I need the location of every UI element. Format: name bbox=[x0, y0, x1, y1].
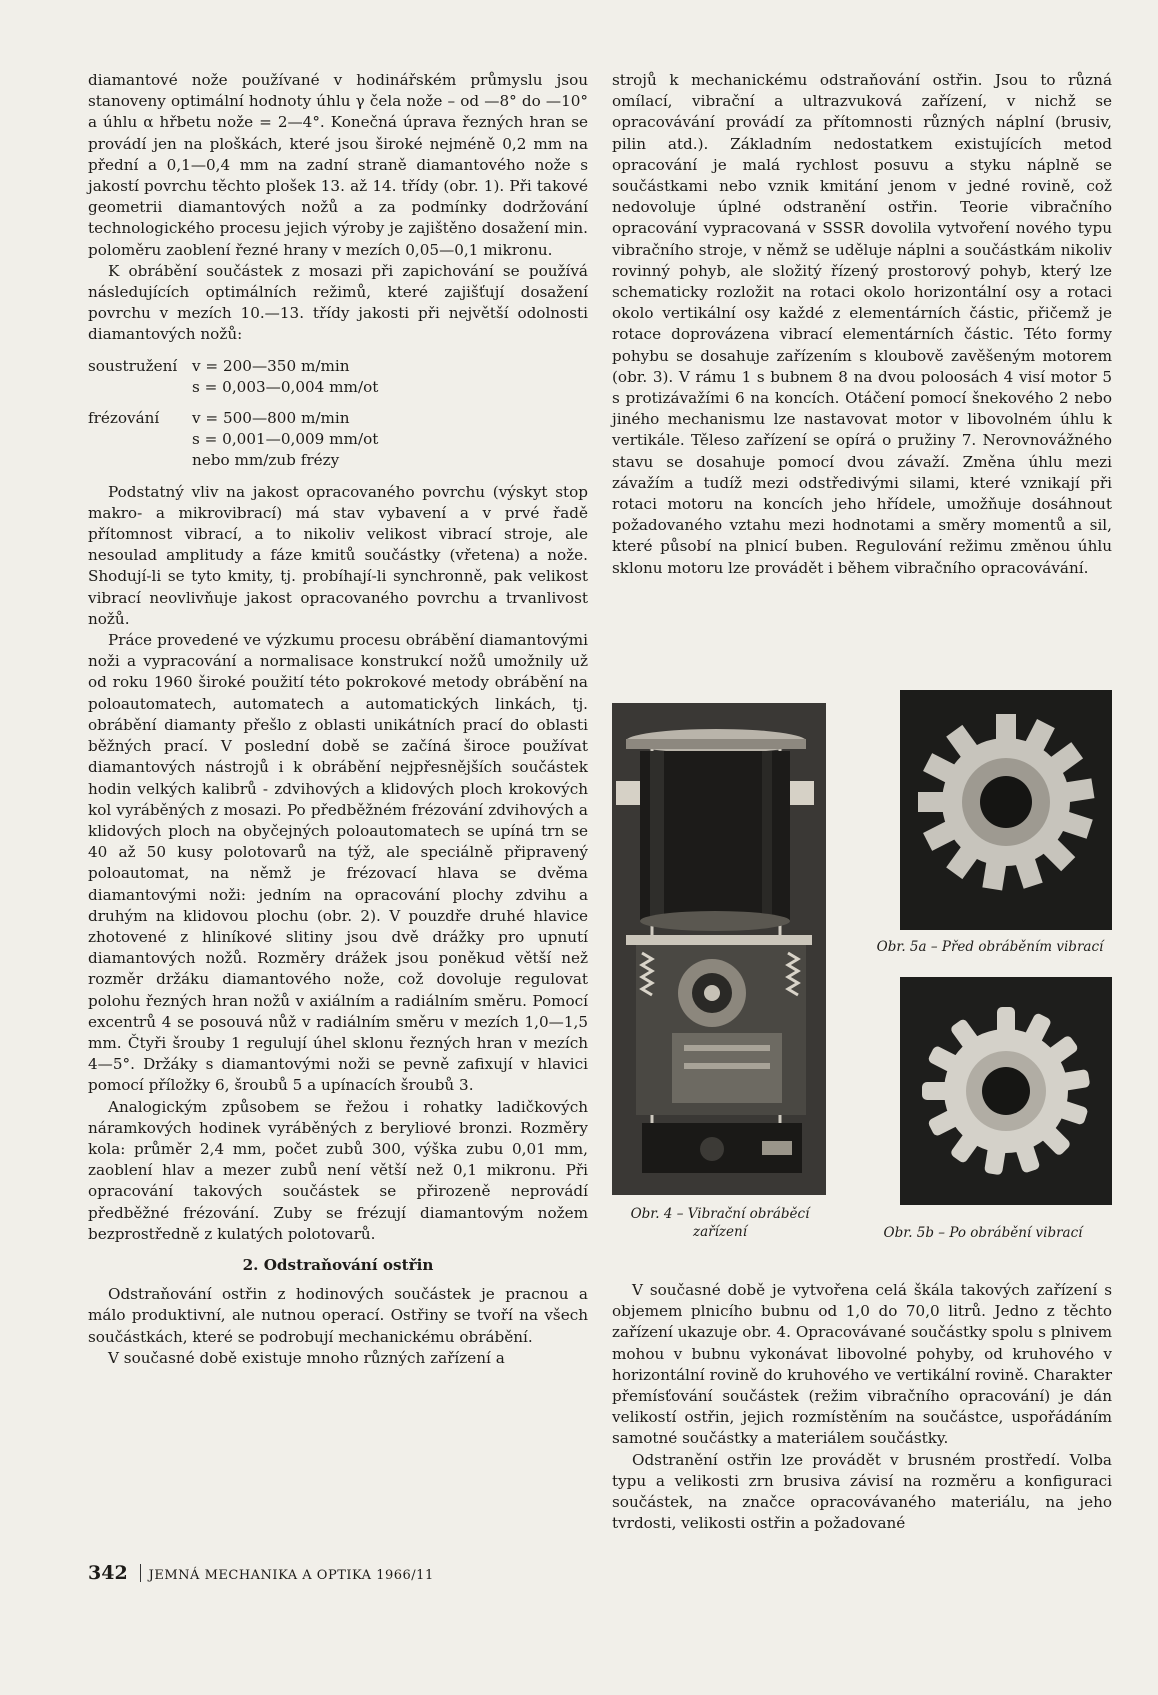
paragraph: Odstranění ostřin lze provádět v brusném prostředí. Volba typu a velikosti zrn brusiva závisí na rozměru a konfiguraci součástek, na značce opracovávaného materiálu, na jeho tvrdosti, velikosti ostřin a požadované bbox=[612, 1450, 1112, 1533]
paragraph: Analogickým způsobem se řežou i rohatky ladičkových náramkových hodinek vyráběných z beryliové bronzi. Rozměry kola: průměr 2,4 mm, počet zubů 300, výška zubu 0,01 mm, zaoblení hlav a mezer zubů není větší než 0,1 mikronu. Při opracování takových součástek se přirozeně neprovádí předběžné frézování. Zuby se frézují diamantovým nožem bezprostředně z kulatých polotovarů. bbox=[88, 1097, 588, 1243]
formula-value: s = 0,003—0,004 mm/ot bbox=[192, 377, 379, 396]
paragraph: V současné době existuje mnoho různých zařízení a bbox=[108, 1348, 505, 1367]
rough-gear-illustration bbox=[900, 690, 1112, 930]
paragraph: V současné době je vytvořena celá škála takových zařízení s objemem plnicího bubnu od 1,0 do 70,0 litrů. Jedno z těchto zařízení ukazuje obr. 4. Opracovávané součástky spolu s plnivem mohou v bubnu vykonávat libovolné pohyby, od kruhového v horizontální rovině do kruhového ve vertikální rovině. Charakter přemísťování součástek (režim vibračního opracování) je dán velikostí ostřin, jejich rozmístěním na součástce, uspořádáním samotné součástky a materiálem součástky. bbox=[612, 1281, 1112, 1448]
formula-label: soustružení bbox=[88, 356, 178, 375]
formula-label: frézování bbox=[88, 409, 160, 428]
right-column-lower bbox=[612, 1280, 1112, 1534]
vibration-machine-illustration bbox=[612, 703, 826, 1195]
footer-divider bbox=[140, 1564, 141, 1582]
formula-value: v = 200—350 m/min bbox=[192, 356, 350, 375]
figure-5b-caption: Obr. 5b – Po obrábění vibrací bbox=[883, 1225, 1083, 1241]
page-footer bbox=[88, 1561, 434, 1584]
formula-block-turning bbox=[88, 356, 588, 398]
section-heading: 2. Odstraňování ostřin bbox=[242, 1255, 434, 1274]
paragraph: Odstraňování ostřin z hodinových součástek je pracnou a málo produktivní, ale nutnou operací. Ostřiny se tvoří na všech součástkách, které se podrobují mechanickému obrábění. bbox=[88, 1285, 588, 1346]
journal-name: JEMNÁ MECHANIKA A OPTIKA 1966/11 bbox=[148, 1568, 434, 1583]
formula-value: s = 0,001—0,009 mm/ot bbox=[192, 430, 379, 449]
paragraph: Práce provedené ve výzkumu procesu obrábění diamantovými noži a vypracování a normalisace konstrukcí nožů umožnily už od roku 1960 široké použití této pokrokové metody obrábění na poloautomatech, automatech a automatických linkách, tj. obrábění diamanty přešlo z oblasti unikátních prací do oblasti běžných prací. V poslední době se začíná široce používat diamantových nástrojů i k obrábění nejpřesnějších součástek hodin velkých kalibrů - zdvihových a klidových ploch krokových kol vyráběných z mosazi. Po předběžném frézování zdvihových a klidových ploch na obyčejných poloautomatech se upíná trn se 40 až 50 kusy polotovarů na týž, ale speciálně připravený poloautomat, na němž je frézovací hlava se dvěma diamantovými noži: jedním na opracování plochy zdvihu a druhým na klidovou plochu (obr. 2). V pouzdře druhé hlavice zhotovené z hliníkové slitiny jsou dvě drážky pro upnutí diamantových nožů. Rozměry drážek jsou poněkud větší než rozměr držáku diamantového nože, což dovoluje regulovat polohu řezných hran nožů v axiálním a radiálním směru. Pomocí excentrů 4 se posouvá nůž v radiálním směru v mezích 1,0—1,5 mm. Čtyři šrouby 1 regulují úhel sklonu řezných hran v mezích 4—5°. Držáky s diamantovými noži se pevně zafixují v hlavici pomocí příložky 6, šroubů 5 a upínacích šroubů 3. bbox=[88, 631, 588, 1095]
paragraph: diamantové nože používané v hodinářském průmyslu jsou stanoveny optimální hodnoty úhlu γ čela nože – od —8° do —10° a úhlu α hřbetu nože = 2—4°. Konečná úprava řezných hran se provádí jen na ploškách, které jsou široké nejméně 0,2 mm na přední a 0,1—0,4 mm na zadní straně diamantového nože s jakostí povrchu těchto plošek 13. až 14. třídy (obr. 1). Při takové geometrii diamantových nožů a za podmínky dodržování technologického procesu jejich výroby je zajištěno dosažení min. poloměru zaoblení řezné hrany v mezích 0,05—0,1 mikronu. bbox=[88, 71, 588, 259]
paragraph: K obrábění součástek z mosazi při zapichování se používá následujících optimálních režimů, které zajišťují dosažení povrchu v mezích 10.—13. třídy jakosti při největší odolnosti diamantových nožů: bbox=[88, 261, 588, 344]
deburred-gear-illustration bbox=[900, 977, 1112, 1205]
formula-block-milling bbox=[88, 408, 588, 472]
figure-5a-photo bbox=[900, 690, 1112, 930]
figure-5b-photo bbox=[900, 977, 1112, 1205]
left-column bbox=[88, 70, 588, 1369]
paragraph: strojů k mechanickému odstraňování ostřin. Jsou to různá omílací, vibrační a ultrazvuková zařízení, v nichž se opracovávání provádí za přítomnosti různých náplní (brusiv, pilin atd.). Základním nedostatkem existujících metod opracování je malá rychlost posuvu a styku náplně se součástkami nebo vznik kmitání jenom v jedné rovině, což nedovoluje úplné odstranění ostřin. Teorie vibračního opracování vypracovaná v SSSR dovolila vytvoření nového typu vibračního stroje, v němž se uděluje náplni a součástkám nikoliv rovinný pohyb, ale složitý řízený prostorový pohyb, který lze schematicky rozložit na rotaci okolo horizontální osy a rotaci okolo vertikální osy každé z elementárních částic, přičemž je rotace doprovázena vibrací elementárních částic. Této formy pohybu se dosahuje zařízením s kloubově zavěšeným motorem (obr. 3). V rámu 1 s bubnem 8 na dvou poloosách 4 visí motor 5 s protizávažími 6 na koncích. Otáčení pomocí šnekového 2 nebo jiného mechanismu lze nastavovat motor v libovolném úhlu k vertikále. Těleso zařízení se opírá o pružiny 7. Nerovnovážného stavu se dosahuje pomocí dvou závaží. Změna úhlu mezi závažím a tudíž mezi odstředivými silami, které vznikají při rotaci motoru na koncích jeho hřídele, umožňuje dosáhnout požadovaného vztahu mezi hodnotami a směry momentů a sil, které působí na plnicí buben. Regulování režimu změnou úhlu sklonu motoru lze provádět i během vibračního opracovávání. bbox=[612, 71, 1112, 577]
figure-5a-caption: Obr. 5a – Před obráběním vibrací bbox=[876, 939, 1104, 955]
page-number: 342 bbox=[88, 1562, 128, 1584]
right-column bbox=[612, 70, 1112, 579]
figure-4-caption: Obr. 4 – Vibrační obráběcí zařízení bbox=[630, 1206, 810, 1240]
paragraph: Podstatný vliv na jakost opracovaného povrchu (výskyt stop makro- a mikrovibrací) má stav vybavení a v prvé řadě přítomnost vibrací, a to nikoliv velikost vibrací stroje, ale nesoulad amplitudy a fáze kmitů součástky (vřetena) a nože. Shodují-li se tyto kmity, tj. probíhají-li synchronně, pak velikost vibrací neovlivňuje jakost opracovaného povrchu a trvanlivost nožů. bbox=[88, 482, 588, 628]
figure-4-photo bbox=[612, 703, 826, 1195]
formula-value: nebo mm/zub frézy bbox=[192, 451, 340, 470]
formula-value: v = 500—800 m/min bbox=[192, 409, 350, 428]
